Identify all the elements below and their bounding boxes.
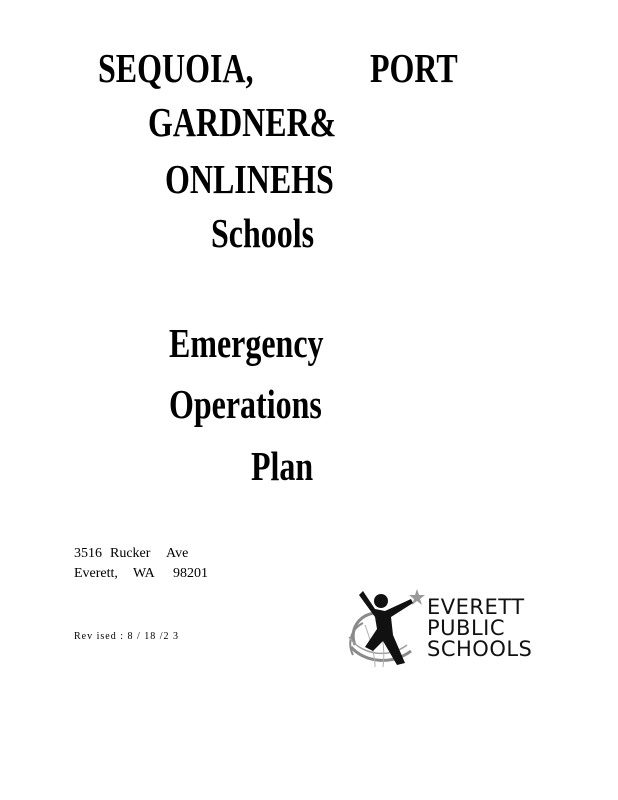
plan-title-line-2: Operations [169,381,322,427]
person-reaching-for-star-over-globe-icon [345,585,425,670]
plan-title-line-1: Emergency [169,320,324,366]
zip: 98201 [173,566,208,581]
logo-line-3: SCHOOLS [427,637,533,661]
revised-date: Rev ised : 8 / 18 /2 3 [74,631,180,642]
plan-title-line-3: Plan [251,443,314,489]
state: WA [133,566,155,581]
title-line-1-left: SEQUOIA, [98,45,254,91]
title-line-1-right: PORT [370,45,458,91]
street-number: 3516 [74,546,102,561]
title-line-2: GARDNER& [148,99,337,145]
address-line-2 [74,567,208,581]
everett-public-schools-logo [345,585,550,670]
title-line-3: ONLINEHS [165,156,334,202]
logo-wordmark [427,597,532,660]
street-type: Ave [166,546,189,561]
street-name: Rucker [110,546,151,561]
address-line-1 [74,547,188,561]
title-line-4: Schools [211,210,315,256]
city: Everett, [74,566,118,581]
logo-line-2: PUBLIC [427,616,505,640]
logo-line-1: EVERETT [427,595,525,619]
